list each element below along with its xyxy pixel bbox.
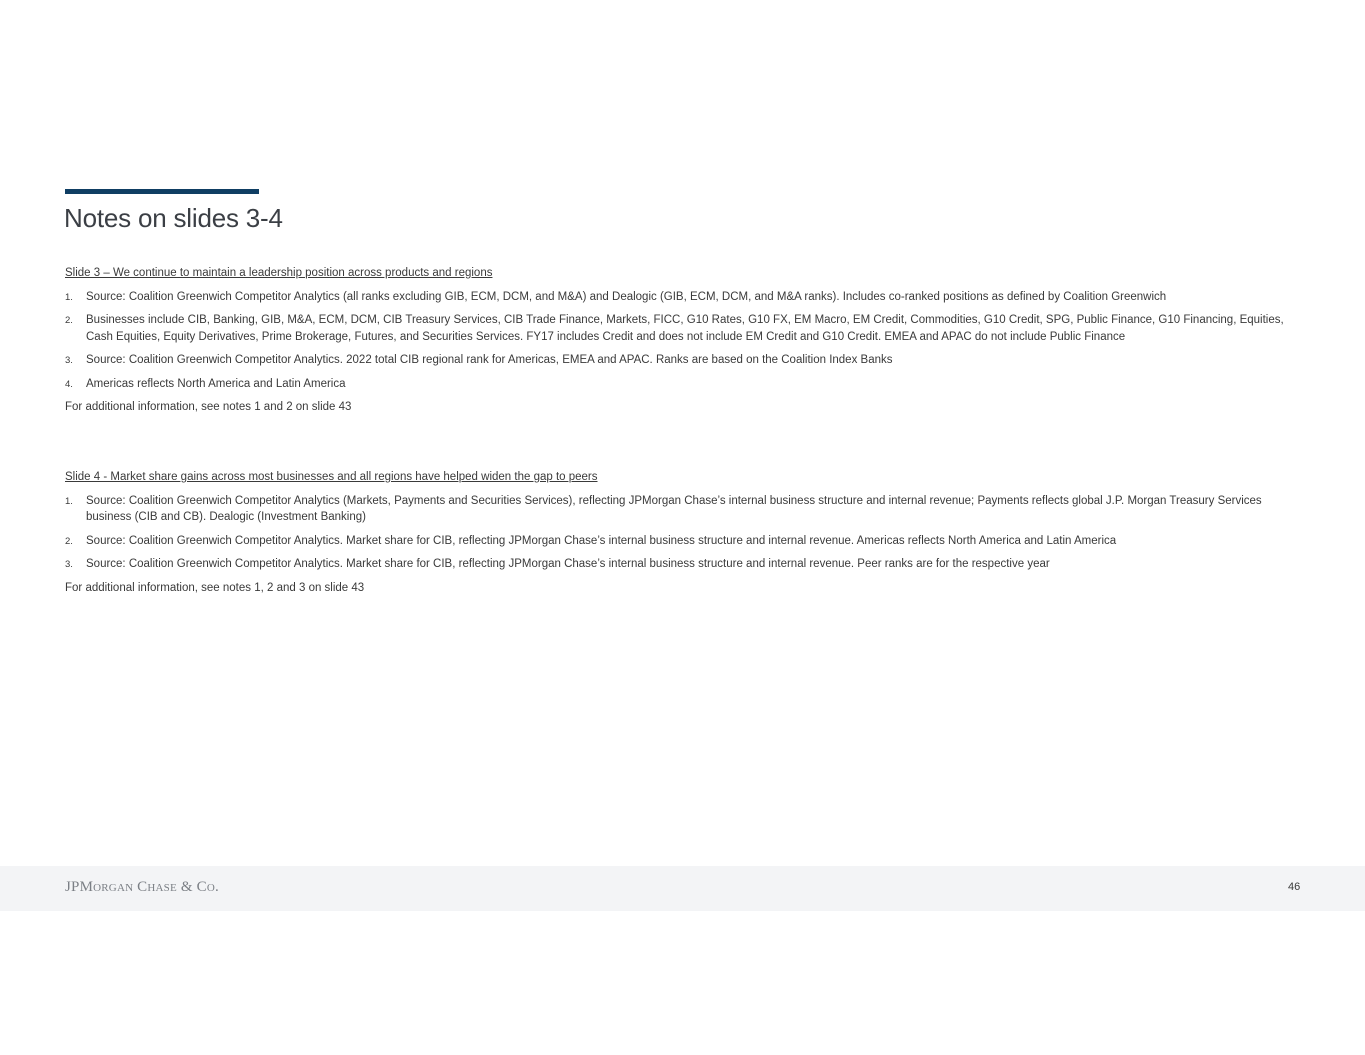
note-list: [65, 493, 1290, 573]
note-number: 3.: [65, 355, 73, 366]
section-heading: Slide 3 – We continue to maintain a leadership position across products and regions: [65, 267, 493, 279]
note-list: [65, 289, 1290, 393]
note-item: [65, 493, 1290, 526]
note-item: [65, 533, 1290, 550]
note-text: Source: Coalition Greenwich Competitor Analytics (Markets, Payments and Securities Services), reflecting JPMorgan Chase’s internal business structure and internal revenue; Payments reflects global J.P. Morgan Treasury Services business (CIB and CB). Dealogic (Investment Banking): [86, 494, 1262, 523]
note-item: [65, 289, 1290, 306]
note-item: [65, 312, 1290, 345]
page-number: 46: [1288, 881, 1301, 893]
additional-info: For additional information, see notes 1, 2 and 3 on slide 43: [65, 581, 365, 594]
note-number: 1.: [65, 495, 73, 507]
note-text: Source: Coalition Greenwich Competitor Analytics (all ranks excluding GIB, ECM, DCM, and M&A) and Dealogic (GIB, ECM, DCM, and M&A ranks). Includes co-ranked positions as defined by Coalition Greenwich: [86, 290, 1167, 303]
note-number: 2.: [65, 535, 73, 547]
note-number: 2.: [65, 315, 73, 326]
note-number: 4.: [65, 378, 73, 390]
note-text: Source: Coalition Greenwich Competitor Analytics. Market share for CIB, reflecting JPMorgan Chase’s internal business structure and internal revenue. Peer ranks are for the respective year: [86, 558, 1050, 570]
note-text: Source: Coalition Greenwich Competitor Analytics. Market share for CIB, reflecting JPMorgan Chase’s internal business structure and internal revenue. Americas reflects North America and Latin America: [86, 534, 1117, 547]
note-text: Americas reflects North America and Latin America: [86, 377, 346, 390]
company-logo: JPMorgan Chase & Co.: [65, 879, 219, 895]
note-item: [65, 352, 1290, 369]
note-number: 3.: [65, 559, 73, 570]
note-text: Businesses include CIB, Banking, GIB, M&A, ECM, DCM, CIB Treasury Services, CIB Trade Finance, Markets, FICC, G10 Rates, G10 FX, EM Macro, EM Credit, Commodities, G10 Credit, SPG, Public Finance, G10 Financing, Equities, Cash Equities, Equity Derivatives, Prime Brokerage, Futures, and Securities Services. FY17 includes Credit and does not include EM Credit and G10 Credit. EMEA and APAC do not include Public Finance: [86, 314, 1284, 343]
note-item: [65, 376, 1290, 393]
additional-info: For additional information, see notes 1 and 2 on slide 43: [65, 401, 352, 413]
slide-4-notes-section: [65, 469, 1290, 596]
slide-3-notes-section: [65, 265, 1290, 416]
note-item: [65, 556, 1290, 573]
title-accent-rule: [65, 189, 259, 194]
page-title: Notes on slides 3-4: [64, 203, 283, 233]
note-text: Source: Coalition Greenwich Competitor Analytics. 2022 total CIB regional rank for Americas, EMEA and APAC. Ranks are based on the Coalition Index Banks: [86, 354, 893, 366]
footer: [0, 866, 1365, 911]
section-heading: Slide 4 - Market share gains across most businesses and all regions have helped widen the gap to peers: [65, 471, 598, 483]
note-number: 1.: [65, 291, 73, 303]
